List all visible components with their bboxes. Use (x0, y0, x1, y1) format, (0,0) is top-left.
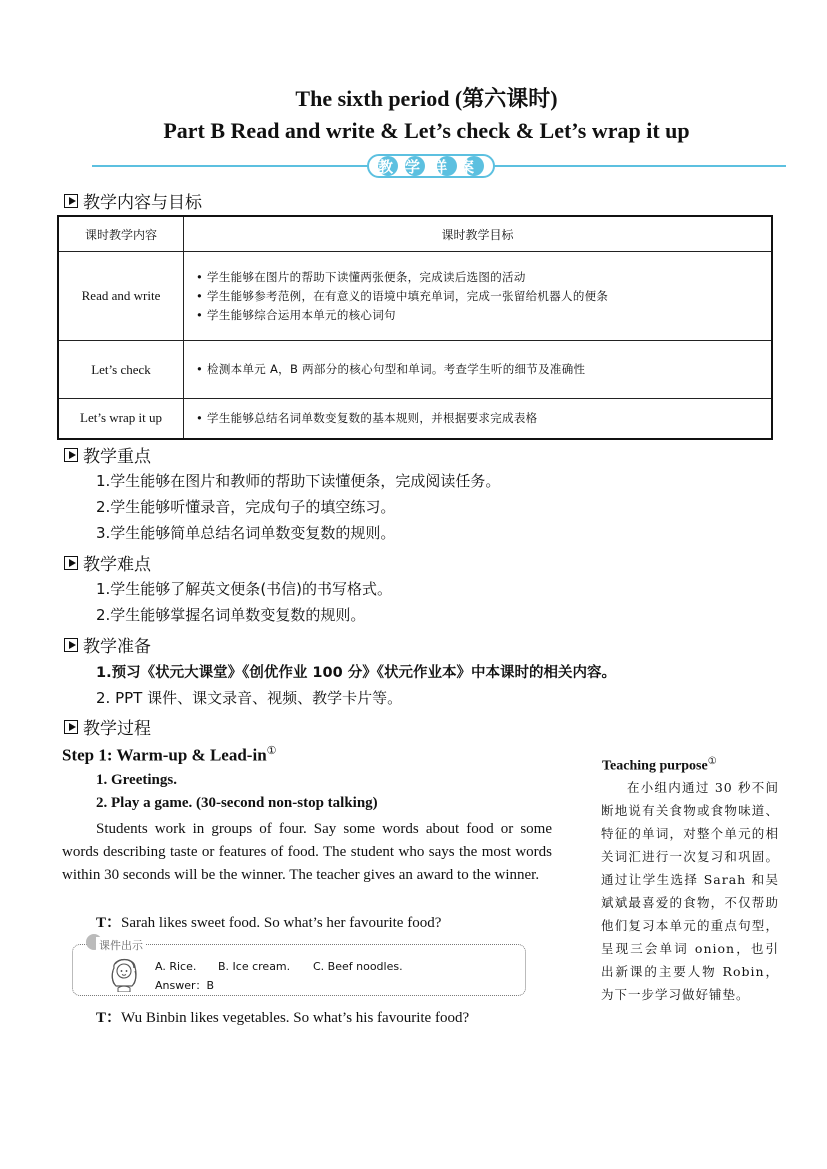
option-b: B. Ice cream. (218, 960, 291, 973)
preparation-item: 2. PPT 课件、课文录音、视频、教学卡片等。 (96, 689, 403, 707)
title-line-1: The sixth period (第六课时) (295, 86, 558, 111)
table-row (58, 399, 772, 439)
key-point-item: 1.学生能够在图片和教师的帮助下读懂便条，完成阅读任务。 (96, 472, 501, 490)
courseware-label: 课件出示 (96, 937, 146, 953)
table-row (58, 341, 772, 399)
footnote-mark: ① (707, 756, 717, 767)
preparation-item: 1.预习《状元大课堂》《创优作业 100 分》《状元作业本》中本课时的相关内容。 (96, 665, 616, 681)
section-heading-preparation: 教学准备 (64, 632, 151, 657)
table-header-content: 课时教学内容 (58, 216, 184, 252)
goal-item: • 学生能够综合运用本单元的核心词句 (196, 307, 396, 322)
banner-text: 教学详案 (378, 158, 487, 176)
row-goals (184, 252, 773, 341)
difficult-point-item: 1.学生能够了解英文便条(书信)的书写格式。 (96, 580, 393, 598)
table-header-row (58, 216, 772, 252)
section-heading-key-points: 教学重点 (64, 442, 151, 467)
row-content: Let’s wrap it up (58, 399, 184, 439)
footnote-mark: ① (266, 745, 277, 757)
sidebar-text: 在小组内通过 30 秒不间断地说有关食物或食物味道、特征的单词，对整个单元的相关词汇进行一次复习和巩固。通过让学生选择 Sarah 和吴斌斌最喜爱的食物，不仅帮助他们复习本单元的重点句型，呈现三会单词 onion，也引出新课的主要人物 Robin，为下一步学习做好铺垫。 (601, 780, 779, 1002)
key-point-item: 2.学生能够听懂录音，完成句子的填空练习。 (96, 498, 396, 516)
sidebar-title: Teaching purpose① (602, 756, 717, 774)
key-point-item: 3.学生能够简单总结名词单数变复数的规则。 (96, 524, 396, 542)
teacher-line-2: T：Wu Binbin likes vegetables. So what’s his favourite food? (96, 1010, 470, 1026)
step-1-sub-greetings: 1. Greetings. (96, 772, 177, 788)
play-triangle-icon (64, 556, 78, 570)
table-row (58, 252, 772, 341)
banner-badge (366, 153, 496, 179)
teacher-line-1: T：Sarah likes sweet food. So what’s her favourite food? (96, 915, 442, 931)
answer: Answer：B (155, 979, 215, 992)
row-content: Let’s check (58, 341, 184, 399)
section-heading-goals: 教学内容与目标 (64, 188, 202, 213)
play-triangle-icon (64, 194, 78, 208)
option-a: A. Rice. (155, 960, 197, 973)
difficult-point-item: 2.学生能够掌握名词单数变复数的规则。 (96, 606, 366, 624)
play-triangle-icon (64, 720, 78, 734)
section-heading-difficult-points: 教学难点 (64, 550, 151, 575)
goal-item: • 学生能够总结名词单数变复数的基本规则，并根据要求完成表格 (196, 410, 538, 425)
goal-item: • 检测本单元 A，B 两部分的核心句型和单词。考查学生听的细节及准确性 (196, 362, 586, 376)
row-content: Read and write (58, 252, 184, 341)
step-1-paragraph: Students work in groups of four. Say some words about food or some words describing taste or features of food. The student who says the most words within 30 seconds will be the winner. The teacher gives an award to the winner. (62, 821, 552, 883)
step-1-title: Step 1: Warm-up & Lead-in① (62, 745, 277, 765)
section-heading-process: 教学过程 (64, 714, 151, 739)
play-triangle-icon (64, 448, 78, 462)
title-line-2: Part B Read and write & Let’s check & Let’s wrap it up (163, 118, 690, 143)
goal-item: • 学生能够参考范例，在有意义的语境中填充单词，完成一张留给机器人的便条 (196, 288, 609, 303)
row-goals (184, 399, 773, 439)
goal-item: • 学生能够在图片的帮助下读懂两张便条，完成读后选图的活动 (196, 269, 526, 284)
option-c: C. Beef noodles. (313, 960, 403, 973)
girl-avatar-icon (106, 954, 142, 992)
play-triangle-icon (64, 638, 78, 652)
table-header-goals: 课时教学目标 (184, 216, 773, 252)
step-1-sub-game: 2. Play a game. (30-second non-stop talking) (96, 795, 378, 811)
goals-table (57, 215, 773, 440)
row-goals (184, 341, 773, 399)
